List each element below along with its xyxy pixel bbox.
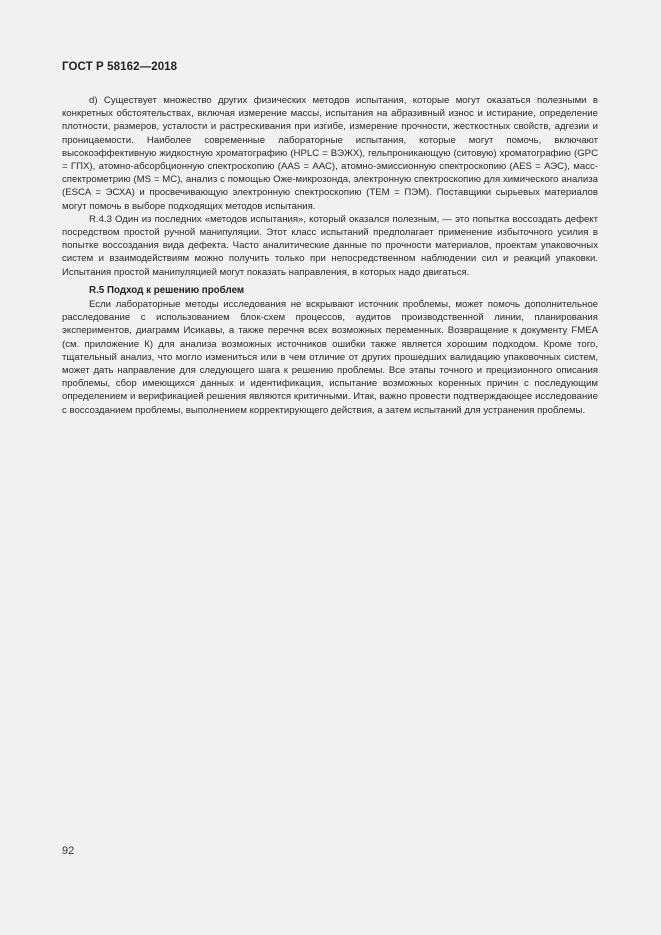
- paragraph-r-4-3: R.4.3 Один из последних «методов испытания», который оказался полезным, — это попытка воссоздать дефект посредством простой ручной манипуляции. Этот класс испытаний предполагает применение избыточного усилия в попытке воссоздания вида дефекта. Часто аналитические данные по прочности материалов, проектам упаковочных систем и взаимодействиям можно получить только при непосредственном наблюдении сил и реакций упаковки. Испытания простой манипуляцией могут показать направления, в которых надо двигаться.: [62, 213, 598, 278]
- paragraph-r-5: Если лабораторные методы исследования не вскрывают источник проблемы, может помочь дополнительное расследование с использованием блок-схем процессов, аудитов производственной линии, планирования экспериментов, диаграмм Исикавы, а также перечня всех возможных переменных. Возвращение к документу FMEA (см. приложение К) для анализа возможных источников ошибки также является хорошим подходом. Кроме того, тщательный анализ, что могло измениться или в чем отличие от других прошедших валидацию упаковочных систем, может дать направление для следующего шага к решению проблемы. Все этапы точного и прецизионного описания проблемы, сбор имеющихся данных и идентификация, испытание возможных коренных причин с последующим определением и верификацией решения являются критичными. Итак, важно провести подтверждающее исследование с воссозданием проблемы, выполнением корректирующего действия, а затем испытаний для устранения проблемы.: [62, 299, 598, 416]
- standard-header: ГОСТ Р 58162—2018: [62, 61, 178, 73]
- page-number: 92: [62, 845, 75, 857]
- paragraph-d: d) Существует множество других физических методов испытания, которые могут оказаться полезными в конкретных обстоятельствах, включая измерение массы, испытания на абразивный износ и истирание, определение плотности, размеров, усталости и растрескивания при изгибе, измерение прочности, жесткостных свойств, адгезии и проницаемости. Наиболее современные лабораторные испытания, которые могут помочь, включают высокоэффективную жидкостную хроматографию (HPLC = ВЭЖХ), гельпроникающую (ситовую) хроматографию (GPC = ГПХ), атомно-абсорбционную спектроскопию (AAS = ААС), атомно-эмиссионную спектроскопию (AES = АЭС), масс-спектрометрию (MS = МС), анализ с помощью Оже-микрозонда, электронную спектроскопию для химического анализа (ESCA = ЭСХА) и просвечивающую электронную спектроскопию (TEM = ПЭМ). Поставщики сырьевых материалов могут помочь в выборе подходящих методов испытания.: [62, 95, 598, 212]
- section-r-5-heading: R.5 Подход к решению проблем: [89, 284, 245, 296]
- document-body: [62, 94, 598, 417]
